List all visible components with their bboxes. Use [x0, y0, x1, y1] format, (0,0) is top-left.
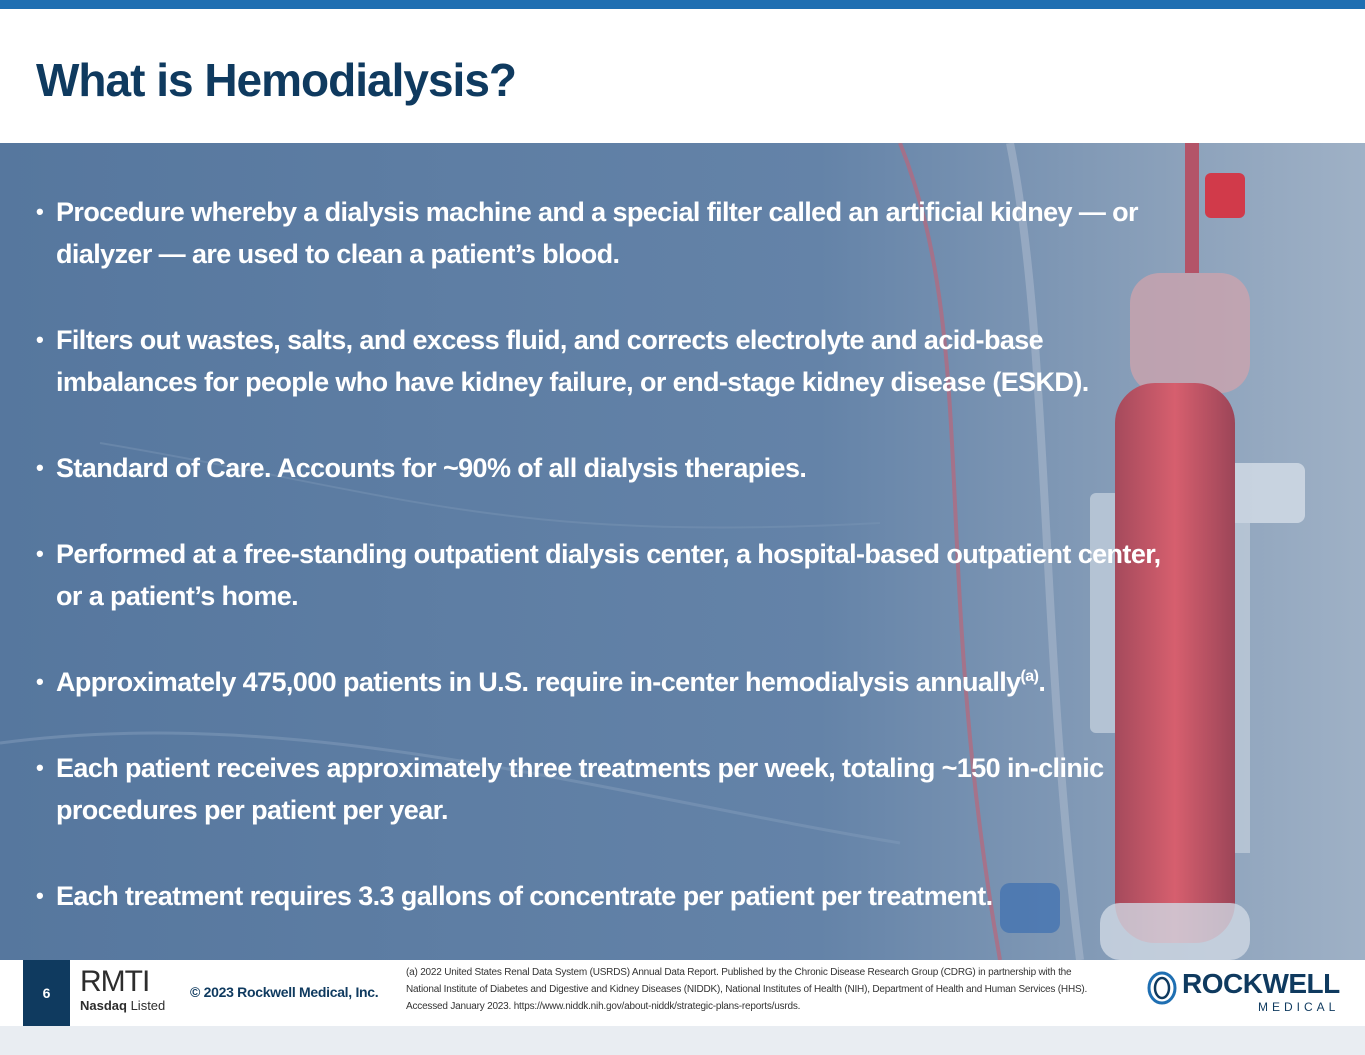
- logo-subtitle: MEDICAL: [1258, 1000, 1340, 1014]
- bullet-glyph: •: [36, 883, 44, 908]
- ticker-symbol: RMTI: [80, 965, 150, 998]
- bullet-glyph: •: [36, 541, 44, 566]
- bullet-glyph: •: [36, 327, 44, 352]
- title-bar: [0, 9, 1365, 143]
- footnote-ref: (a): [1020, 668, 1039, 685]
- bullet-treatments: • Each patient receives approximately three treatments per week, totaling ~150 in-clinic procedures per patient per year.: [36, 747, 1176, 831]
- bullet-glyph: •: [36, 199, 44, 224]
- hero-background: [0, 143, 1365, 960]
- bullet-concentrate: • Each treatment requires 3.3 gallons of concentrate per patient per treatment.: [36, 875, 1176, 917]
- page-number: 6: [23, 960, 70, 1026]
- top-accent-stripe: [0, 0, 1365, 9]
- logo-wordmark: ROCKWELL: [1182, 968, 1340, 999]
- footnote: (a) 2022 United States Renal Data System (USRDS) Annual Data Report. Published by the Chronic Disease Research Group (CDRG) in partnership with the National Institute of Diabetes and Digestive and Kidney Diseases (NIDDK), National Institutes of Health (NIH), Department of Health and Human Services (HHS). Accessed January 2023. https://www.niddk.nih.gov/about-niddk/strategic-plans-reports/usrds.: [406, 967, 1088, 1012]
- ticker-exchange: Nasdaq Listed: [80, 998, 166, 1013]
- bullet-patients: • Approximately 475,000 patients in U.S. require in-center hemodialysis annually$^{(a)}$.: [36, 661, 1176, 703]
- nasdaq-ticker: [80, 966, 165, 1014]
- logo-ring-icon: [1146, 970, 1178, 1006]
- bullet-glyph: •: [36, 669, 44, 694]
- rockwell-medical-logo: [1146, 968, 1340, 1018]
- bullet-glyph: •: [36, 455, 44, 480]
- slide-title: What is Hemodialysis?: [36, 54, 517, 106]
- bullet-standard-of-care: • Standard of Care. Accounts for ~90% of all dialysis therapies.: [36, 447, 1176, 489]
- bullet-list: [36, 191, 1176, 960]
- footer-panel: [0, 960, 1365, 1026]
- copyright: © 2023 Rockwell Medical, Inc.: [190, 984, 379, 1000]
- bullet-filters: • Filters out wastes, salts, and excess fluid, and corrects electrolyte and acid-base imbalances for people who have kidney failure, or end-stage kidney disease (ESKD).: [36, 319, 1176, 403]
- bullet-glyph: •: [36, 755, 44, 780]
- slide-footer: [0, 960, 1365, 1055]
- bullet-procedure: • Procedure whereby a dialysis machine and a special filter called an artificial kidney — or dialyzer — are used to clean a patient’s blood.: [36, 191, 1176, 275]
- bullet-performed-at: • Performed at a free-standing outpatient dialysis center, a hospital-based outpatient center, or a patient’s home.: [36, 533, 1176, 617]
